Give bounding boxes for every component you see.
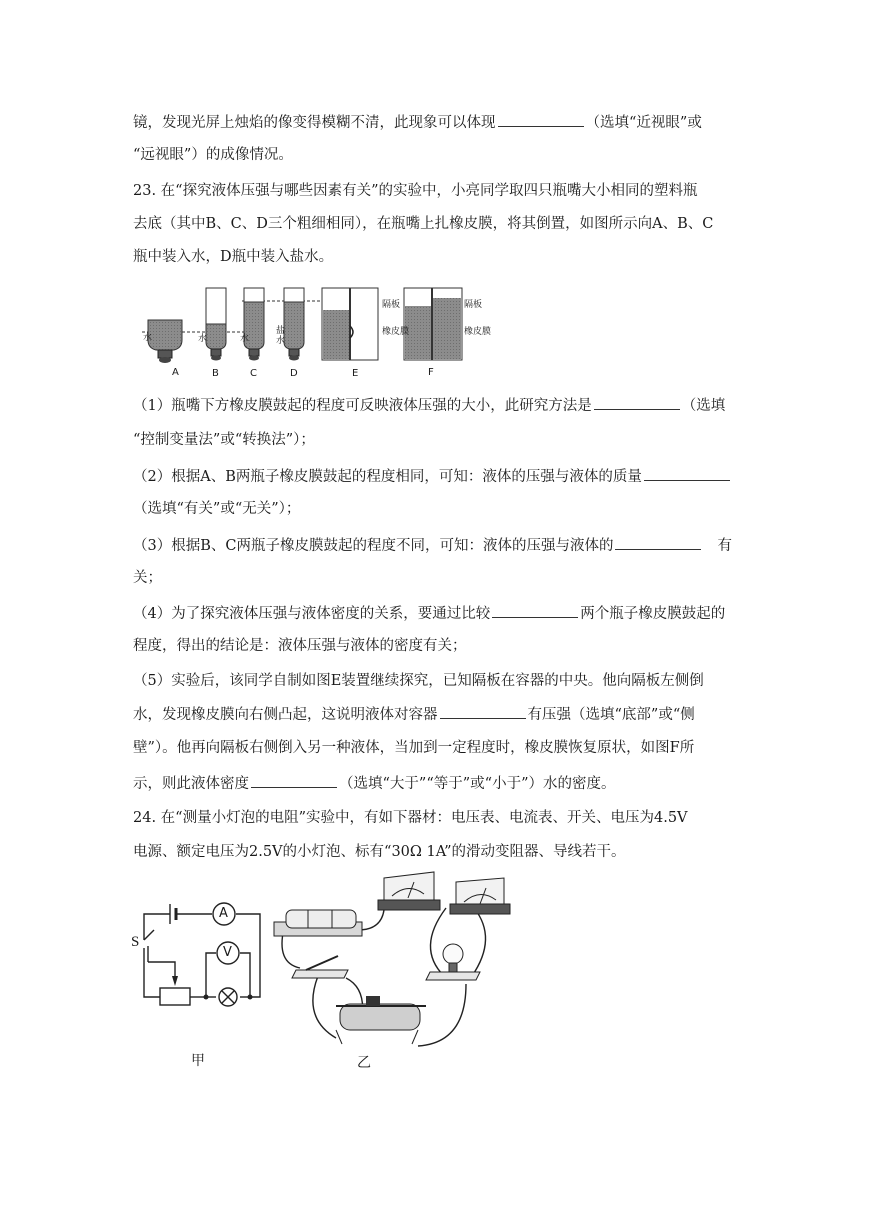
q22-text-1b: （选填“近视眼”或: [585, 115, 702, 131]
container-e-partition-label: 隔板: [382, 300, 401, 310]
q23-sub3-text-b: 有: [717, 538, 732, 554]
bottle-a: [148, 320, 182, 363]
container-f: [404, 288, 462, 360]
figure-label-f: F: [428, 367, 434, 378]
battery-pack: [274, 910, 362, 936]
bottle-b-water-label: 水: [198, 334, 208, 344]
q23-line-3: 瓶中装入水，D瓶中装入盐水。: [133, 249, 334, 265]
q23-sub2-text-a: （2）根据A、B两瓶子橡皮膜鼓起的程度相同，可知：液体的压强与液体的质量: [133, 469, 642, 485]
caption-yi: 乙: [357, 1055, 371, 1071]
bottle-d-water-label: 水: [276, 336, 286, 346]
q23-sub1-line-2: “控制变量法”或“转换法”）；: [133, 432, 315, 448]
figure-label-d: D: [290, 368, 298, 379]
q23-sub5-line-4: [133, 773, 615, 794]
bottle-d-salt-label: 盐: [276, 326, 286, 336]
bottle-c: [244, 288, 264, 361]
q22-text-1a: 镜，发现光屏上烛焰的像变得模糊不清，此现象可以体现: [133, 115, 496, 131]
q23-sub1-text-b: （选填: [681, 398, 726, 414]
q23-sub5-text-b2: 有压强（选填“底部”或“侧: [527, 707, 695, 723]
answer-blank-q23-4[interactable]: [492, 603, 578, 618]
q23-sub2-line-1: [133, 466, 732, 487]
voltmeter-device: [450, 878, 510, 914]
bottle-a-water-label: 水: [143, 333, 153, 343]
q23-sub3-line-2: 关；: [133, 570, 162, 586]
q23-sub4-text-b: 两个瓶子橡皮膜鼓起的: [580, 606, 726, 622]
q23-sub1-text-a: （1）瓶嘴下方橡皮膜鼓起的程度可反映液体压强的大小，此研究方法是: [133, 398, 592, 414]
q23-sub5-text-d1: 示，则此液体密度: [133, 776, 249, 792]
q23-sub5-text-d2: （选填“大于”“等于”或“小于”）水的密度。: [339, 776, 616, 792]
q23-sub5-line-2: [133, 704, 695, 725]
answer-blank-q23-3[interactable]: [615, 535, 701, 550]
knife-switch: [292, 956, 348, 978]
circuit-photo-yi: [266, 868, 526, 1058]
bottle-b: [206, 288, 226, 361]
q23-sub5-line-1: （5）实验后，该同学自制如图E装置继续探究，已知隔板在容器的中央。他向隔板左侧倒: [133, 673, 704, 689]
container-f-membrane-label: 橡皮膜: [464, 327, 492, 337]
circuit-diagram-jia: [130, 890, 270, 1020]
container-e-membrane-label: 橡皮膜: [382, 327, 410, 337]
q22-line-1: [133, 112, 702, 133]
caption-jia: 甲: [191, 1053, 205, 1069]
answer-blank-q23-5a[interactable]: [440, 704, 526, 719]
q23-line-1: 23. 在“探究液体压强与哪些因素有关”的实验中，小亮同学取四只瓶嘴大小相同的塑料瓶: [133, 183, 698, 199]
q23-sub2-line-2: （选填“有关”或“无关”）；: [133, 501, 301, 517]
bottle-d: [284, 288, 304, 361]
q23-sub4-line-1: [133, 603, 725, 624]
container-f-partition-label: 隔板: [464, 300, 483, 310]
answer-blank-q23-2[interactable]: [644, 466, 730, 481]
switch-label: S: [131, 934, 140, 950]
q22-line-2: “远视眼”）的成像情况。: [133, 147, 293, 163]
bottle-c-water-label: 水: [240, 334, 250, 344]
q23-sub4-line-2: 程度，得出的结论是：液体压强与液体的密度有关；: [133, 638, 467, 654]
voltmeter-label: V: [223, 945, 232, 960]
figure-label-e: E: [352, 368, 359, 379]
answer-blank-q23-1[interactable]: [594, 395, 680, 410]
q23-sub5-line-3: 壁”）。他再向隔板右侧倒入另一种液体，当加到一定程度时，橡皮膜恢复原状，如图F所: [133, 740, 695, 756]
q23-sub1-line-1: [133, 395, 725, 416]
lamp-symbol: [219, 988, 237, 1006]
answer-blank-q23-5b[interactable]: [251, 773, 337, 788]
q23-sub5-text-b1: 水，发现橡皮膜向右侧凸起，这说明液体对容器: [133, 707, 438, 723]
ammeter-device: [378, 872, 440, 910]
ammeter-label: A: [219, 906, 228, 921]
rheostat-device: [336, 996, 426, 1044]
q24-line-1: 24. 在“测量小灯泡的电阻”实验中，有如下器材：电压表、电流表、开关、电压为4.5V: [133, 810, 688, 826]
container-e: [322, 288, 378, 360]
q23-sub3-line-1: [133, 535, 732, 556]
q23-line-2: 去底（其中B、C、D三个粗细相同），在瓶嘴上扎橡皮膜，将其倒置，如图所示向A、B、C: [133, 216, 714, 232]
figure-label-c: C: [250, 368, 257, 379]
q23-sub4-text-a: （4）为了探究液体压强与液体密度的关系，要通过比较: [133, 606, 491, 622]
figure-label-b: B: [212, 368, 219, 379]
answer-blank-q22[interactable]: [498, 112, 584, 127]
q23-sub3-text-a: （3）根据B、C两瓶子橡皮膜鼓起的程度不同，可知：液体的压强与液体的: [133, 538, 614, 554]
figure-label-a: A: [172, 367, 179, 378]
q24-line-2: 电源、额定电压为2.5V的小灯泡、标有“30Ω 1A”的滑动变阻器、导线若干。: [133, 844, 626, 860]
